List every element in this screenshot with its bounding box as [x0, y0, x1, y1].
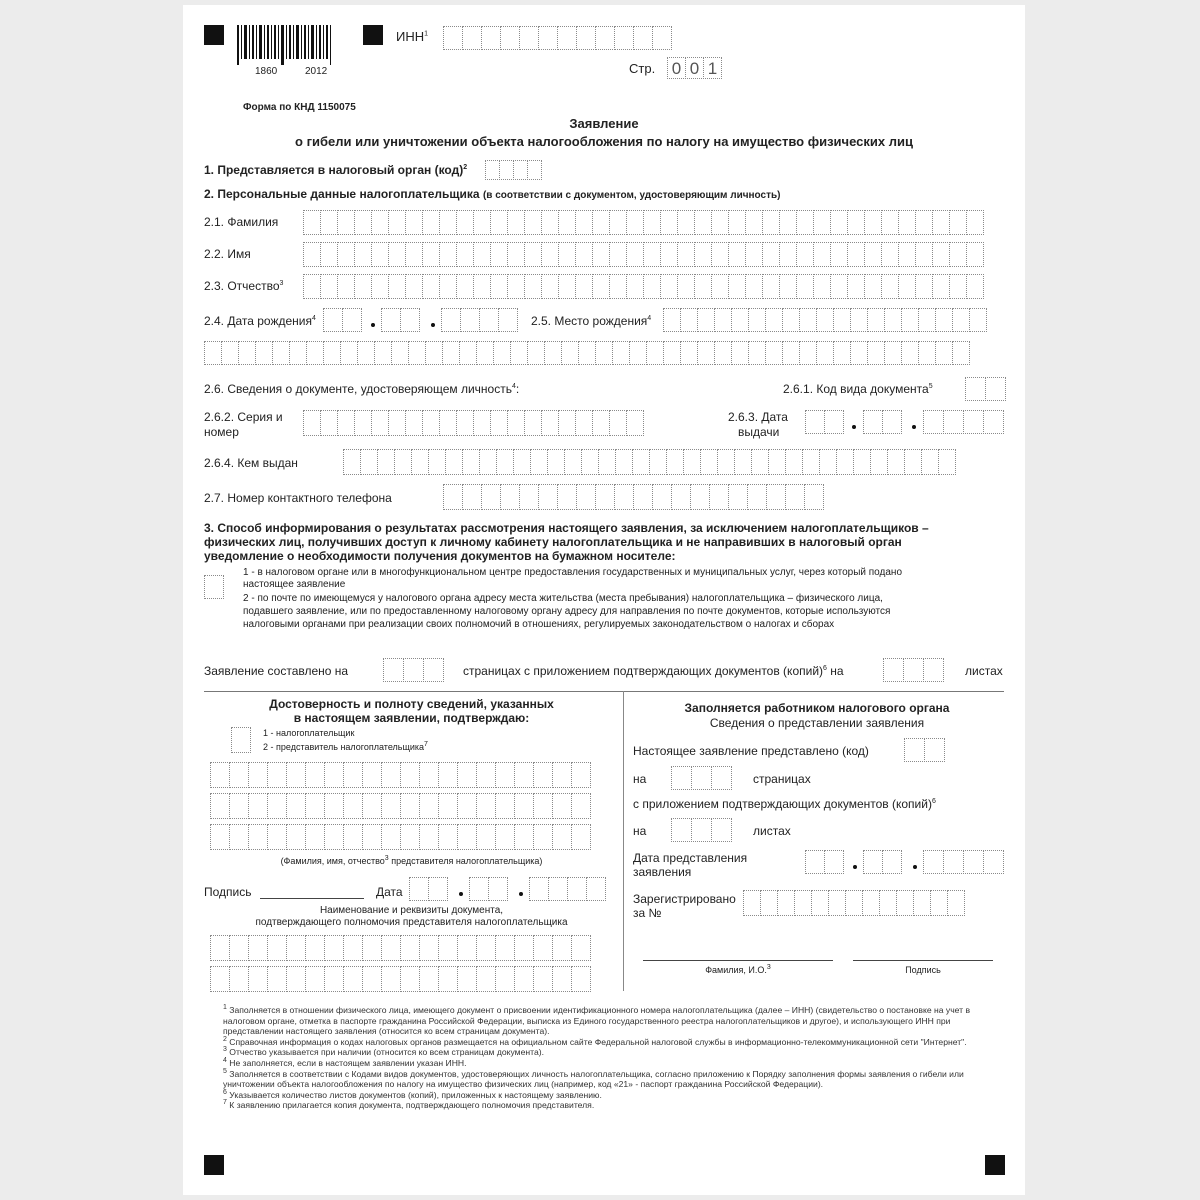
signature-label: Подпись — [204, 885, 252, 899]
footnote: $^3$ Отчество указывается при наличии (относится ко всем страницам документа). — [223, 1046, 544, 1058]
phone-field[interactable] — [443, 484, 823, 510]
authority-doc-field-1[interactable] — [210, 935, 590, 961]
page-digit: 0 — [667, 57, 686, 79]
officer-block-title: Заполняется работником налогового органа — [684, 701, 950, 715]
page-digit: 0 — [685, 57, 704, 79]
section3-line1: 3. Способ информирования о результатах рассмотрения настоящего заявления, за исключением налогоплательщиков – — [204, 521, 929, 535]
inn-label: ИНН$^1$ — [396, 29, 429, 44]
issue-month-field[interactable] — [863, 410, 901, 434]
footnote: $^1$ Заполняется в отношении физического лица, имеющего документ о присвоении идентификационного номера налогоплательщика (далее – ИНН) (свидетельство о постановке на учет в налоговом органе, отметка в паспорте гражданина Российской Федерации, выписка из Единого государственного реестра налогоплательщиков и другое), и использующего ИНН при представлении настоящего заявления (относится ко всем страницам документа). — [223, 1004, 971, 1037]
phone-label: 2.7. Номер контактного телефона — [204, 491, 392, 505]
signer-option-2: 2 - представитель налогоплательщика$^7$ — [263, 741, 428, 752]
date-separator — [431, 323, 435, 327]
form-code: Форма по КНД 1150075 — [243, 102, 356, 113]
series-number-field[interactable] — [303, 410, 643, 436]
birth-day-field[interactable] — [323, 308, 361, 332]
submission-day-field[interactable] — [805, 850, 843, 874]
birth-place-label: 2.5. Место рождения$^4$ — [531, 314, 652, 328]
with-docs-label: с приложением подтверждающих документов (копий)$^6$ — [633, 797, 936, 811]
officer-signature-caption: Подпись — [905, 965, 941, 975]
doc-type-label: 2.6.1. Код вида документа$^5$ — [783, 382, 933, 396]
officer-name-line[interactable] — [643, 960, 833, 961]
submission-month-field[interactable] — [863, 850, 901, 874]
officer-signature-line[interactable] — [853, 960, 993, 961]
section2-label: 2. Персональные данные налогоплательщика (в соответствии с документом, удостоверяющим личность) — [204, 187, 781, 201]
patronymic-field[interactable] — [303, 274, 983, 299]
series-label-2: номер — [204, 425, 239, 439]
issue-year-field[interactable] — [923, 410, 1003, 434]
birth-year-field[interactable] — [441, 308, 517, 332]
barcode-number-right: 2012 — [305, 66, 328, 77]
corner-marker — [204, 25, 224, 45]
submitted-code-field[interactable] — [904, 738, 944, 762]
registered-label-1: Зарегистрировано — [633, 892, 736, 906]
notification-method-field[interactable] — [204, 575, 223, 599]
representative-name-field-1[interactable] — [210, 762, 590, 788]
on-sheets-label: на — [633, 824, 647, 838]
pages-suffix: листах — [965, 664, 1003, 678]
fio-caption: (Фамилия, имя, отчество$^3$ представителя налогоплательщика) — [280, 855, 543, 866]
issue-date-label-1: 2.6.3. Дата — [728, 410, 788, 424]
footnote: $^7$ К заявлению прилагается копия документа, подтверждающего полномочия представителя. — [223, 1099, 595, 1111]
issue-date-label-2: выдачи — [738, 425, 780, 439]
doc-caption-1: Наименование и реквизиты документа, — [319, 905, 504, 916]
confirm-title-1: Достоверность и полноту сведений, указанных — [269, 697, 554, 711]
submission-date-label-1: Дата представления — [633, 851, 748, 865]
name-field[interactable] — [303, 242, 983, 267]
date-separator — [371, 323, 375, 327]
corner-marker — [204, 1155, 224, 1175]
date-separator — [853, 865, 857, 869]
date-separator — [852, 425, 856, 429]
pages-label: страницах — [753, 772, 811, 786]
page-label: Стр. — [629, 61, 656, 76]
surname-field[interactable] — [303, 210, 983, 235]
page-digit: 1 — [703, 57, 722, 79]
date-separator — [913, 865, 917, 869]
birth-place-field-1[interactable] — [663, 308, 986, 332]
issued-by-field[interactable] — [343, 449, 955, 475]
id-document-label: 2.6. Сведения о документе, удостоверяющем личность$^4$: — [204, 382, 520, 396]
registered-label-2: за № — [633, 906, 662, 920]
pages-count-field[interactable] — [383, 658, 443, 682]
option1-line1: 1 - в налоговом органе или в многофункциональном центре предоставления государственных и муниципальных услуг, через который подано — [243, 567, 902, 578]
signature-line[interactable] — [260, 898, 364, 899]
name-label: 2.2. Имя — [204, 247, 251, 261]
officer-name-caption: Фамилия, И.О.$^3$ — [705, 964, 771, 975]
barcode-number-left: 1860 — [255, 66, 278, 77]
on-pages-label: на — [633, 772, 647, 786]
page-number-field — [667, 57, 721, 79]
sign-month-field[interactable] — [469, 877, 507, 901]
corner-marker — [363, 25, 383, 45]
birth-date-label: 2.4. Дата рождения$^4$ — [204, 314, 316, 328]
barcode-icon — [237, 25, 337, 67]
confirm-title-2: в настоящем заявлении, подтверждаю: — [293, 711, 530, 725]
issued-by-label: 2.6.4. Кем выдан — [204, 456, 298, 470]
column-divider — [623, 691, 624, 991]
authority-doc-field-2[interactable] — [210, 966, 590, 992]
submission-date-label-2: заявления — [633, 865, 692, 879]
signer-option-1: 1 - налогоплательщик — [263, 728, 355, 738]
officer-sheets-field[interactable] — [671, 818, 731, 842]
footnote: $^4$ Не заполняется, если в настоящем заявлении указан ИНН. — [223, 1057, 467, 1068]
footnote: $^5$ Заполняется в соответствии с Кодами видов документов, удостоверяющих личность налогоплательщика, согласно приложению к Порядку заполнения формы заявления о гибели или уничтожении объекта налогообложения по налогу на имущество физических лиц (например, код «21» - паспорт гражданина Российской Федерации). — [223, 1067, 964, 1090]
tax-authority-code-field[interactable] — [485, 160, 541, 180]
option2-line2: подавшего заявление, или по предоставленному налоговому органу адресу для направления по почте документов, которые используются — [243, 606, 891, 617]
divider — [204, 691, 1004, 692]
doc-type-field[interactable] — [965, 377, 1005, 401]
date-separator — [912, 425, 916, 429]
form-sheet — [183, 5, 1025, 1195]
date-label: Дата — [376, 885, 403, 899]
submitted-code-label: Настоящее заявление представлено (код) — [633, 744, 869, 758]
series-label-1: 2.6.2. Серия и — [204, 410, 283, 424]
form-title: Заявление — [569, 116, 639, 131]
footnotes — [223, 1005, 1008, 1111]
representative-name-field-3[interactable] — [210, 824, 590, 850]
registration-number-field[interactable] — [743, 890, 964, 916]
birth-month-field[interactable] — [381, 308, 419, 332]
section3-line3: уведомление о необходимости получения документов на бумажном носителе: — [204, 549, 676, 563]
sign-year-field[interactable] — [529, 877, 605, 901]
option1-line2: настоящее заявление — [243, 579, 346, 590]
patronymic-label: 2.3. Отчество$^3$ — [204, 279, 284, 293]
officer-block-subtitle: Сведения о представлении заявления — [709, 716, 925, 730]
birth-place-field-2[interactable] — [204, 341, 969, 365]
pages-middle: страницах с приложением подтверждающих документов (копий)$^6$ на — [463, 664, 844, 678]
footnote: $^6$ Указывается количество листов документов (копий), приложенных к настоящему заявлению. — [223, 1088, 602, 1100]
date-separator — [519, 892, 523, 896]
section3-line2: физических лиц, получивших доступ к личному кабинету налогоплательщика и не направивших в налоговый орган — [204, 535, 902, 549]
corner-marker — [985, 1155, 1005, 1175]
representative-name-field-2[interactable] — [210, 793, 590, 819]
sheets-label: листах — [753, 824, 791, 838]
signer-type-field[interactable] — [231, 727, 250, 753]
surname-label: 2.1. Фамилия — [204, 215, 279, 229]
officer-pages-field[interactable] — [671, 766, 731, 790]
option2-line1: 2 - по почте по имеющемуся у налогового органа адресу места жительства (места пребывания) налогоплательщика – физического лица, — [243, 593, 883, 604]
submission-year-field[interactable] — [923, 850, 1003, 874]
doc-caption-2: подтверждающего полномочия представителя налогоплательщика — [255, 917, 568, 928]
option2-line3: налоговыми органами при реализации своих полномочий в отношениях, регулируемых законодательством о налогах и сборах — [243, 619, 835, 630]
section1-label: 1. Представляется в налоговый орган (код)$^2$ — [204, 163, 468, 177]
footnote: $^2$ Справочная информация о кодах налоговых органов размещается на официальном сайте Федеральной налоговой службы в информационно-телекоммуникационной сети "Интернет". — [223, 1035, 967, 1047]
inn-field[interactable] — [443, 26, 671, 50]
form-subtitle: о гибели или уничтожении объекта налогообложения по налогу на имущество физических лиц — [295, 134, 913, 149]
date-separator — [459, 892, 463, 896]
sign-day-field[interactable] — [409, 877, 447, 901]
pages-prefix: Заявление составлено на — [204, 664, 349, 678]
issue-day-field[interactable] — [805, 410, 843, 434]
sheets-count-field[interactable] — [883, 658, 943, 682]
